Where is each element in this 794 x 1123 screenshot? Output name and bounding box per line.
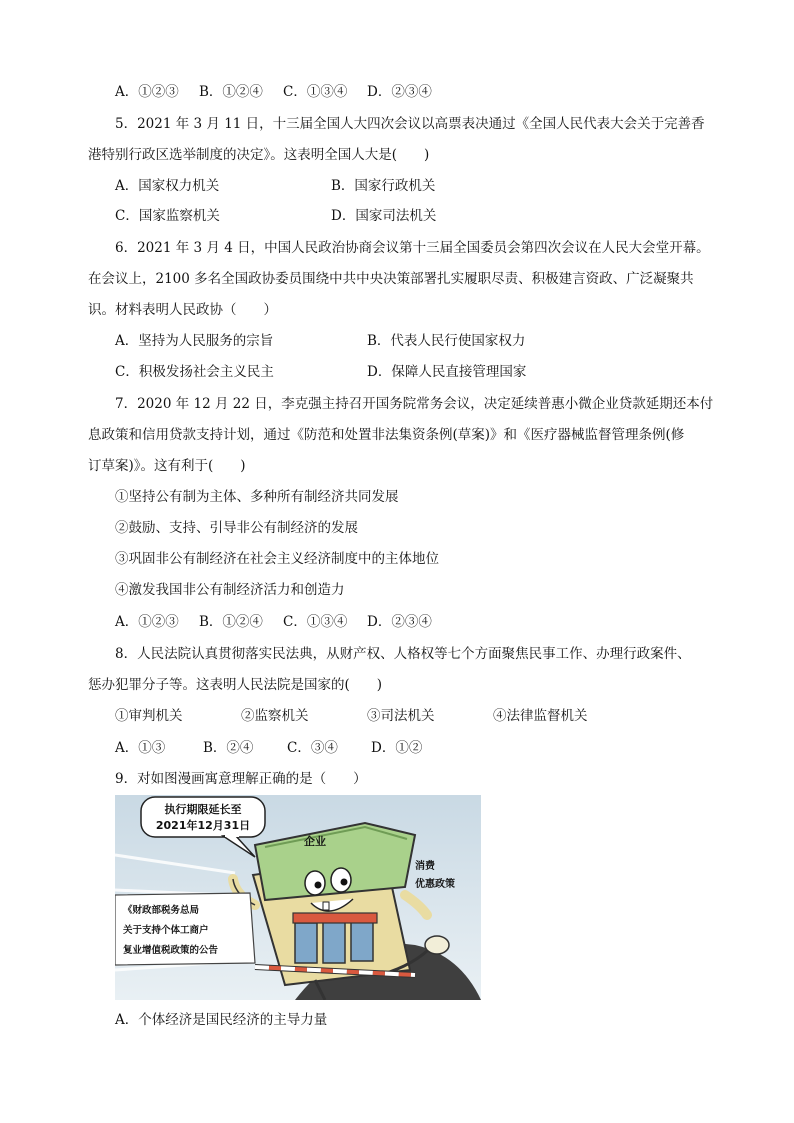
policy-line1: 消费 (415, 861, 435, 872)
q5-stem-line2: 港特别行政区选举制度的决定》。这表明全国人大是( ) (88, 147, 430, 163)
q7-option-a[interactable]: A．①②③ (115, 614, 179, 630)
q5-option-d[interactable]: D．国家司法机关 (331, 208, 437, 224)
q8-option-d[interactable]: D．①② (371, 740, 423, 756)
q9-option-a[interactable]: A．个体经济是国民经济的主导力量 (115, 1012, 328, 1028)
q8-option-c[interactable]: C．③④ (287, 740, 338, 756)
q5-option-b[interactable]: B．国家行政机关 (331, 178, 436, 194)
q7-stem-line3: 订草案)》。这有利于( ) (88, 458, 246, 474)
q7-item-4: ④激发我国非公有制经济活力和创造力 (115, 582, 345, 598)
q8-stem-line1: 8．人民法院认真贯彻落实民法典，从财产权、人格权等七个方面聚焦民事工作、办理行政案件、 (115, 646, 691, 662)
q5-stem-line1: 5．2021 年 3 月 11 日，十三届全国人大四次会议以高票表决通过《全国人民代表大会关于完善香 (115, 116, 705, 132)
q9-stem-line1: 9．对如图漫画寓意理解正确的是（ ） (115, 771, 367, 787)
q8-option-b[interactable]: B．②④ (203, 740, 254, 756)
q4-option-a[interactable]: A．①②③ (115, 84, 179, 100)
right-eye (331, 868, 351, 892)
q6-stem-line2: 在会议上，2100 多名全国政协委员围绕中共中央决策部署扎实履职尽责、积极建言资政、广泛凝聚共 (88, 271, 694, 287)
q8-item-2: ②监察机关 (241, 708, 309, 724)
q6-option-a[interactable]: A．坚持为人民服务的宗旨 (115, 333, 274, 349)
doc-line1: 《财政部税务总局 (123, 905, 200, 916)
q4-option-c[interactable]: C．①③④ (283, 84, 348, 100)
foot (425, 936, 449, 954)
doc-line3: 复业增值税政策的公告 (123, 945, 219, 956)
bubble-line2: 2021年12月31日 (155, 819, 251, 832)
bubble-line1: 执行期限延长至 (164, 803, 242, 816)
left-eye (305, 871, 325, 895)
q8-stem-line2: 惩办犯罪分子等。这表明人民法院是国家的( ) (88, 677, 383, 693)
q7-stem-line2: 息政策和信用贷款支持计划，通过《防范和处置非法集资条例(草案)》和《医疗器械监督管理条例(修 (88, 427, 685, 443)
q8-item-3: ③司法机关 (367, 708, 435, 724)
q7-option-c[interactable]: C．①③④ (283, 614, 348, 630)
q6-option-b[interactable]: B．代表人民行使国家权力 (367, 333, 526, 349)
q7-item-2: ②鼓励、支持、引导非公有制经济的发展 (115, 520, 358, 536)
q7-stem-line1: 7．2020 年 12 月 22 日，李克强主持召开国务院常务会议，决定延续普惠小微企业贷款延期还本付 (115, 396, 714, 412)
q4-option-d[interactable]: D．②③④ (367, 84, 432, 100)
policy-line2: 优惠政策 (415, 879, 455, 890)
doc-line2: 关于支持个体工商户 (123, 925, 209, 936)
q7-option-b[interactable]: B．①②④ (199, 614, 263, 630)
q7-item-3: ③巩固非公有制经济在社会主义经济制度中的主体地位 (115, 551, 439, 567)
q6-option-c[interactable]: C．积极发扬社会主义民主 (115, 364, 274, 380)
q6-option-d[interactable]: D．保障人民直接管理国家 (367, 364, 527, 380)
q7-option-d[interactable]: D．②③④ (367, 614, 432, 630)
q5-option-a[interactable]: A．国家权力机关 (115, 178, 220, 194)
house-windows (293, 913, 377, 963)
q6-stem-line1: 6．2021 年 3 月 4 日，中国人民政治协商会议第十三届全国委员会第四次会议在人民大会堂开幕。 (115, 240, 710, 256)
q5-option-c[interactable]: C．国家监察机关 (115, 208, 220, 224)
q7-item-1: ①坚持公有制为主体、多种所有制经济共同发展 (115, 489, 399, 505)
policy-document (115, 893, 255, 965)
q8-item-1: ①审判机关 (115, 708, 183, 724)
q8-item-4: ④法律监督机关 (493, 708, 588, 724)
roof-label: 企业 (304, 835, 326, 848)
q4-option-b[interactable]: B．①②④ (199, 84, 263, 100)
q9-cartoon (115, 795, 481, 1000)
q8-option-a[interactable]: A．①③ (115, 740, 166, 756)
q6-stem-line3: 识。材料表明人民政协（ ） (88, 302, 277, 318)
